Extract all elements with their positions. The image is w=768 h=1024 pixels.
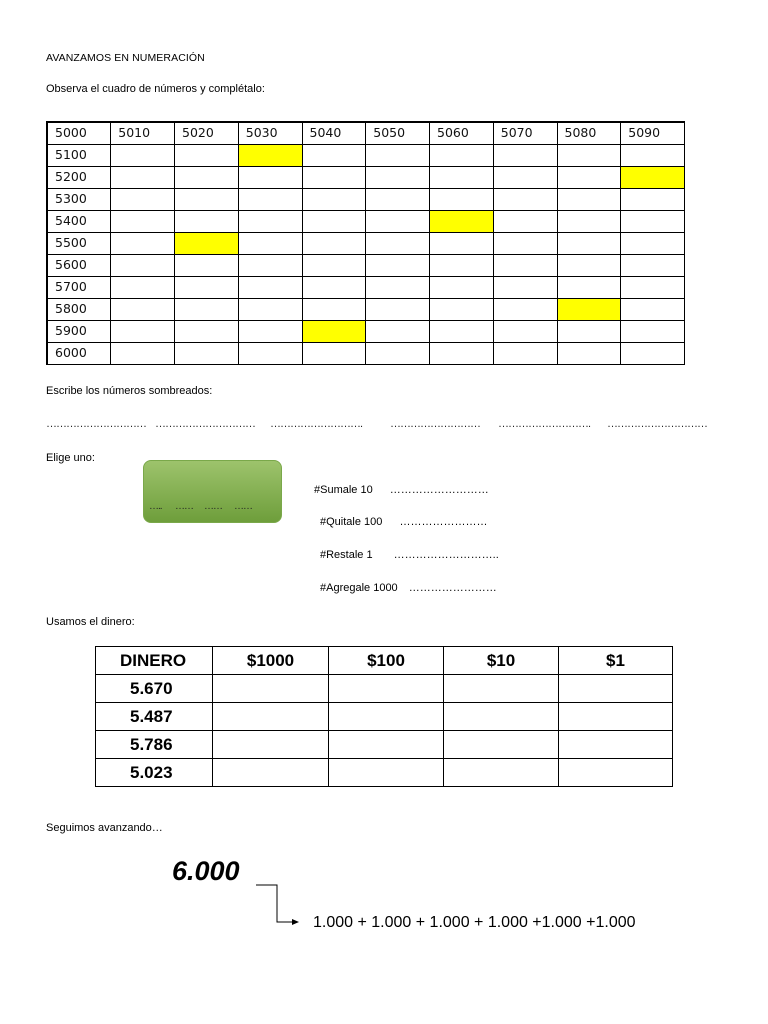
grid-empty-cell[interactable]: [621, 277, 685, 299]
money-row: [96, 703, 673, 731]
decomposition-text: 1.000 + 1.000 + 1.000 + 1.000 +1.000 +1.000: [313, 914, 636, 931]
grid-empty-cell[interactable]: [238, 343, 302, 365]
grid-empty-cell[interactable]: [175, 145, 239, 167]
money-cell[interactable]: [213, 759, 329, 787]
grid-empty-cell[interactable]: [557, 343, 621, 365]
decomposition-arrow-icon: [250, 880, 310, 930]
grid-empty-cell[interactable]: [238, 255, 302, 277]
grid-empty-cell[interactable]: [557, 167, 621, 189]
grid-empty-cell[interactable]: [366, 321, 430, 343]
money-cell[interactable]: [559, 675, 673, 703]
grid-empty-cell[interactable]: [111, 299, 175, 321]
grid-empty-cell[interactable]: [557, 189, 621, 211]
grid-empty-cell[interactable]: [175, 277, 239, 299]
money-row: [96, 759, 673, 787]
money-cell[interactable]: [559, 759, 673, 787]
money-cell[interactable]: [329, 703, 444, 731]
grid-row: [47, 211, 685, 233]
operation-blank: ………………………..: [393, 549, 499, 561]
grid-empty-cell[interactable]: [175, 167, 239, 189]
grid-empty-cell[interactable]: [493, 189, 557, 211]
grid-empty-cell[interactable]: [302, 299, 366, 321]
grid-header-cell: 5070: [493, 122, 557, 145]
grid-empty-cell[interactable]: [366, 343, 430, 365]
grid-row: [47, 255, 685, 277]
grid-row-label: 6000: [47, 343, 111, 365]
grid-empty-cell[interactable]: [366, 299, 430, 321]
number-grid-table: [46, 121, 685, 365]
grid-empty-cell[interactable]: [621, 299, 685, 321]
grid-row-label: 5600: [47, 255, 111, 277]
grid-header-row: [47, 122, 685, 145]
money-amount: 5.670: [96, 675, 213, 703]
grid-empty-cell[interactable]: [111, 321, 175, 343]
answer-blank-4: ………………………: [390, 418, 480, 430]
grid-row: [47, 167, 685, 189]
grid-row-label: 5400: [47, 211, 111, 233]
grid-shaded-cell[interactable]: [302, 321, 366, 343]
grid-empty-cell[interactable]: [493, 255, 557, 277]
grid-empty-cell[interactable]: [111, 255, 175, 277]
money-header-dinero: DINERO: [96, 647, 213, 675]
operation-subtract-1: [320, 549, 499, 561]
grid-row-label: 5200: [47, 167, 111, 189]
grid-row: [47, 189, 685, 211]
grid-empty-cell[interactable]: [557, 211, 621, 233]
grid-empty-cell[interactable]: [493, 145, 557, 167]
grid-header-cell: 5060: [430, 122, 494, 145]
money-header-1: $1: [559, 647, 673, 675]
grid-empty-cell[interactable]: [430, 167, 494, 189]
grid-header-cell: 5010: [111, 122, 175, 145]
continue-label: Seguimos avanzando…: [46, 822, 163, 834]
grid-empty-cell[interactable]: [175, 255, 239, 277]
answer-blank-3: ……………………….: [270, 418, 363, 430]
grid-empty-cell[interactable]: [238, 167, 302, 189]
money-cell[interactable]: [444, 703, 559, 731]
grid-empty-cell[interactable]: [493, 277, 557, 299]
grid-empty-cell[interactable]: [302, 189, 366, 211]
grid-empty-cell[interactable]: [302, 145, 366, 167]
instruction-text: Observa el cuadro de números y complétalo:: [46, 83, 265, 95]
money-amount: 5.487: [96, 703, 213, 731]
grid-shaded-cell[interactable]: [557, 299, 621, 321]
grid-header-cell: 5030: [238, 122, 302, 145]
grid-empty-cell[interactable]: [430, 343, 494, 365]
money-cell[interactable]: [329, 731, 444, 759]
choice-blank-2: ……: [175, 501, 193, 512]
grid-empty-cell[interactable]: [238, 321, 302, 343]
operation-blank: ……………………: [399, 516, 488, 528]
grid-header-cell: 5020: [175, 122, 239, 145]
grid-empty-cell[interactable]: [175, 343, 239, 365]
grid-empty-cell[interactable]: [366, 255, 430, 277]
grid-row-label: 5300: [47, 189, 111, 211]
operation-label: #Sumale 10: [314, 484, 373, 496]
grid-empty-cell[interactable]: [111, 189, 175, 211]
grid-row: [47, 343, 685, 365]
grid-row: [47, 321, 685, 343]
choice-blank-1: …..: [149, 501, 162, 512]
grid-row-label: 5900: [47, 321, 111, 343]
answer-blank-6: …………………………: [607, 418, 707, 430]
money-header-1000: $1000: [213, 647, 329, 675]
money-cell[interactable]: [444, 731, 559, 759]
grid-empty-cell[interactable]: [621, 255, 685, 277]
grid-empty-cell[interactable]: [302, 167, 366, 189]
grid-empty-cell[interactable]: [557, 233, 621, 255]
grid-empty-cell[interactable]: [175, 321, 239, 343]
grid-header-cell: 5090: [621, 122, 685, 145]
grid-empty-cell[interactable]: [302, 277, 366, 299]
answer-blank-5: ……………………….: [498, 418, 591, 430]
money-cell[interactable]: [444, 675, 559, 703]
grid-row: [47, 299, 685, 321]
grid-empty-cell[interactable]: [557, 321, 621, 343]
big-number: 6.000: [172, 856, 240, 886]
grid-empty-cell[interactable]: [238, 299, 302, 321]
grid-shaded-cell[interactable]: [175, 233, 239, 255]
grid-header-cell: 5080: [557, 122, 621, 145]
grid-empty-cell[interactable]: [111, 167, 175, 189]
operation-label: #Restale 1: [320, 549, 373, 561]
money-label: Usamos el dinero:: [46, 616, 135, 628]
grid-empty-cell[interactable]: [111, 343, 175, 365]
grid-row-label: 5100: [47, 145, 111, 167]
grid-empty-cell[interactable]: [111, 211, 175, 233]
grid-empty-cell[interactable]: [430, 233, 494, 255]
money-row: [96, 675, 673, 703]
answer-blank-1: …………………………: [46, 418, 146, 430]
grid-empty-cell[interactable]: [111, 277, 175, 299]
grid-empty-cell[interactable]: [238, 211, 302, 233]
grid-shaded-cell[interactable]: [621, 167, 685, 189]
grid-row: [47, 145, 685, 167]
choice-blank-4: ……: [234, 501, 252, 512]
grid-empty-cell[interactable]: [175, 299, 239, 321]
grid-shaded-cell[interactable]: [430, 211, 494, 233]
money-table: [95, 646, 673, 787]
grid-empty-cell[interactable]: [493, 299, 557, 321]
grid-header-cell: 5050: [366, 122, 430, 145]
money-amount: 5.786: [96, 731, 213, 759]
number-choice-box: [143, 460, 282, 523]
grid-empty-cell[interactable]: [302, 211, 366, 233]
money-cell[interactable]: [213, 675, 329, 703]
grid-empty-cell[interactable]: [366, 189, 430, 211]
grid-shaded-cell[interactable]: [238, 145, 302, 167]
grid-empty-cell[interactable]: [621, 233, 685, 255]
money-cell[interactable]: [444, 759, 559, 787]
grid-empty-cell[interactable]: [493, 321, 557, 343]
grid-empty-cell[interactable]: [621, 145, 685, 167]
grid-empty-cell[interactable]: [430, 255, 494, 277]
grid-row-label: 5800: [47, 299, 111, 321]
grid-empty-cell[interactable]: [621, 321, 685, 343]
grid-row: [47, 233, 685, 255]
operation-subtract-100: [320, 516, 487, 528]
page-title: AVANZAMOS EN NUMERACIÓN: [46, 52, 205, 64]
grid-empty-cell[interactable]: [557, 255, 621, 277]
grid-empty-cell[interactable]: [430, 321, 494, 343]
money-cell[interactable]: [329, 759, 444, 787]
operation-label: #Quitale 100: [320, 516, 383, 528]
grid-empty-cell[interactable]: [111, 233, 175, 255]
grid-row-label: 5700: [47, 277, 111, 299]
number-grid: [46, 121, 685, 359]
operation-add-1000: [320, 582, 497, 594]
grid-empty-cell[interactable]: [557, 277, 621, 299]
grid-empty-cell[interactable]: [493, 233, 557, 255]
grid-empty-cell[interactable]: [302, 255, 366, 277]
grid-empty-cell[interactable]: [621, 343, 685, 365]
grid-empty-cell[interactable]: [366, 211, 430, 233]
grid-empty-cell[interactable]: [366, 167, 430, 189]
grid-header-cell: 5040: [302, 122, 366, 145]
money-row: [96, 731, 673, 759]
grid-empty-cell[interactable]: [430, 299, 494, 321]
grid-empty-cell[interactable]: [111, 145, 175, 167]
grid-empty-cell[interactable]: [238, 233, 302, 255]
choice-blank-3: ……: [204, 501, 222, 512]
grid-empty-cell[interactable]: [175, 189, 239, 211]
grid-empty-cell[interactable]: [493, 343, 557, 365]
grid-empty-cell[interactable]: [302, 343, 366, 365]
grid-row-label: 5500: [47, 233, 111, 255]
money-cell[interactable]: [329, 675, 444, 703]
money-cell[interactable]: [559, 731, 673, 759]
grid-empty-cell[interactable]: [430, 189, 494, 211]
grid-header-cell: 5000: [47, 122, 111, 145]
money-cell[interactable]: [213, 731, 329, 759]
grid-empty-cell[interactable]: [302, 233, 366, 255]
write-shaded-label: Escribe los números sombreados:: [46, 385, 213, 397]
money-header-10: $10: [444, 647, 559, 675]
operation-blank: ……………………: [408, 582, 497, 594]
grid-empty-cell[interactable]: [621, 189, 685, 211]
operation-blank: ………………………: [389, 484, 489, 496]
money-cell[interactable]: [559, 703, 673, 731]
choose-label: Elige uno:: [46, 452, 95, 464]
operation-label: #Agregale 1000: [320, 582, 398, 594]
grid-empty-cell[interactable]: [366, 145, 430, 167]
grid-empty-cell[interactable]: [430, 145, 494, 167]
grid-empty-cell[interactable]: [175, 211, 239, 233]
grid-empty-cell[interactable]: [493, 167, 557, 189]
answer-blank-2: …………………………: [155, 418, 255, 430]
operation-add-10: [314, 484, 489, 496]
grid-empty-cell[interactable]: [621, 211, 685, 233]
grid-empty-cell[interactable]: [238, 277, 302, 299]
grid-empty-cell[interactable]: [557, 145, 621, 167]
money-header-100: $100: [329, 647, 444, 675]
money-table-grid: [95, 646, 673, 787]
money-header-row: [96, 647, 673, 675]
money-cell[interactable]: [213, 703, 329, 731]
grid-row: [47, 277, 685, 299]
grid-empty-cell[interactable]: [430, 277, 494, 299]
grid-empty-cell[interactable]: [238, 189, 302, 211]
grid-empty-cell[interactable]: [366, 277, 430, 299]
grid-empty-cell[interactable]: [493, 211, 557, 233]
grid-empty-cell[interactable]: [366, 233, 430, 255]
money-amount: 5.023: [96, 759, 213, 787]
